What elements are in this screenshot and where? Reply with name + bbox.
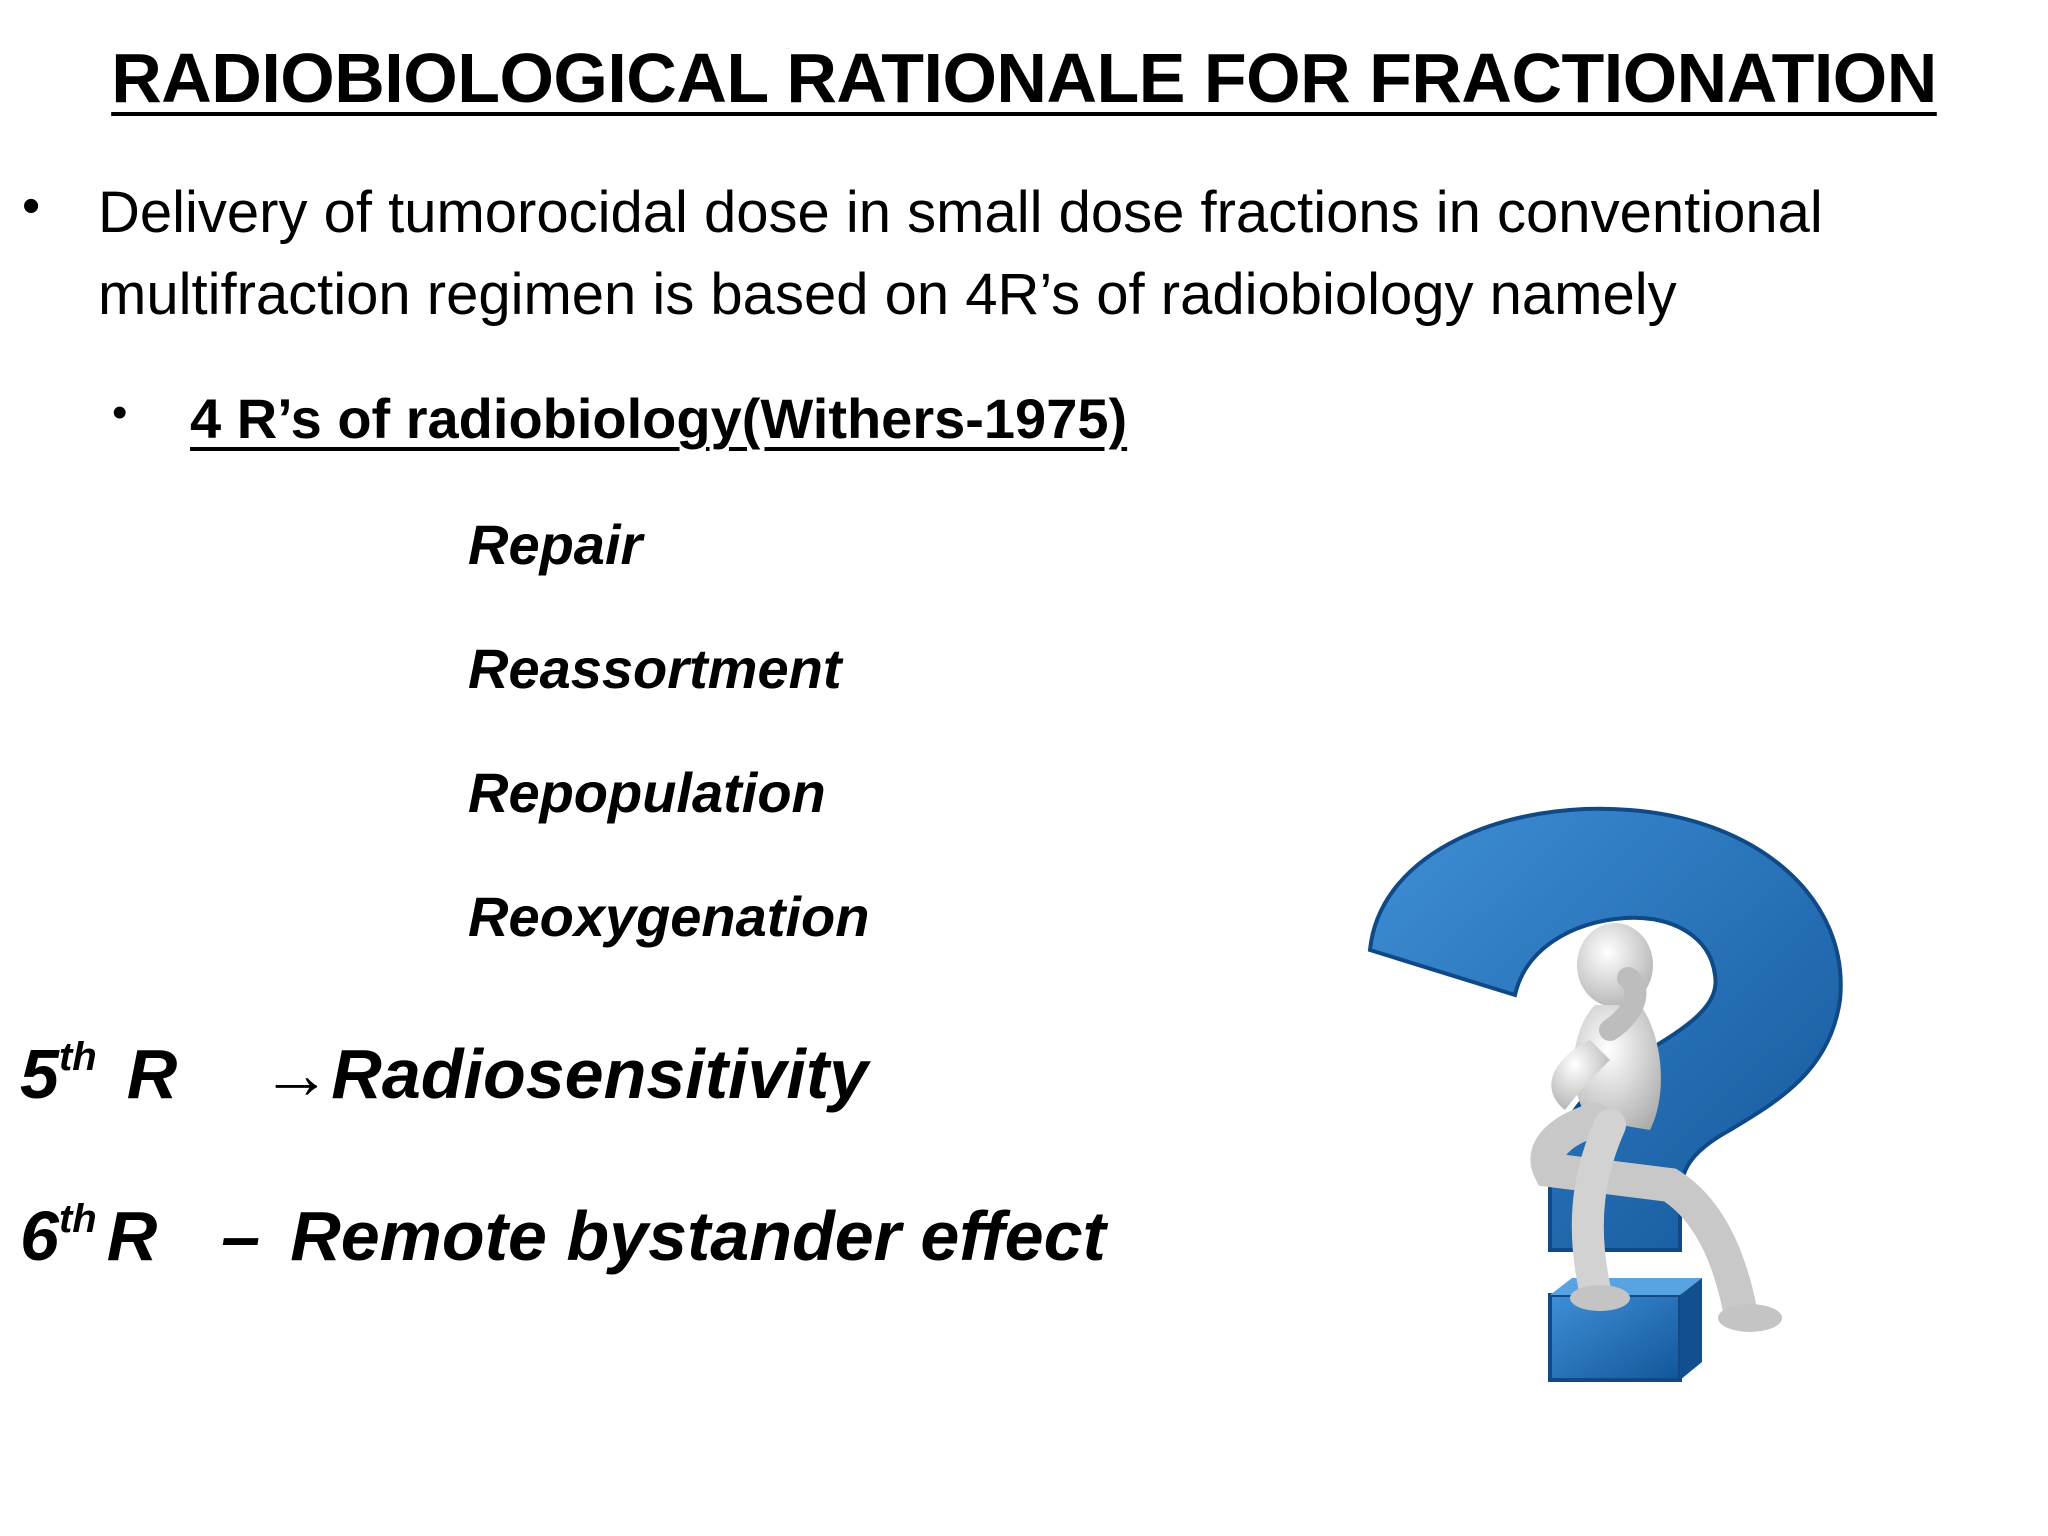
r-item-reoxygenation: Reoxygenation [468, 885, 870, 948]
r-item-repair: Repair [468, 513, 643, 576]
sub-bullet-heading: 4 R’s of radiobiology(Withers-1975) [190, 387, 1128, 450]
sixth-r-term: Remote bystander effect [290, 1197, 1106, 1275]
sixth-r-line [20, 1196, 1106, 1276]
fifth-r-line [20, 1034, 868, 1114]
right-arrow-icon: → [261, 1035, 332, 1113]
sixth-r-suffix: th [58, 1197, 97, 1241]
fifth-r-letter: R [126, 1035, 178, 1113]
bullet-text: Delivery of tumorocidal dose in small dose fractions in conventional multifraction regimen is based on 4R’s of radiobiology namely [98, 180, 1823, 327]
r-item-reassortment: Reassortment [468, 637, 842, 700]
sixth-r-ordinal: 6 [20, 1197, 59, 1275]
fifth-r-ordinal: 5 [20, 1035, 59, 1113]
question-mark-thinking-figure-icon [1310, 790, 1930, 1410]
dash-glyph: – [221, 1197, 261, 1275]
slide-title: RADIOBIOLOGICAL RATIONALE FOR FRACTIONATION [111, 39, 1937, 117]
r-item-repopulation: Repopulation [468, 761, 826, 824]
bullet-marker: • [22, 177, 41, 235]
sixth-r-letter: R [106, 1197, 158, 1275]
fifth-r-suffix: th [58, 1035, 97, 1079]
fifth-r-term: Radiosensitivity [331, 1035, 869, 1113]
sub-bullet-marker: • [112, 388, 128, 437]
